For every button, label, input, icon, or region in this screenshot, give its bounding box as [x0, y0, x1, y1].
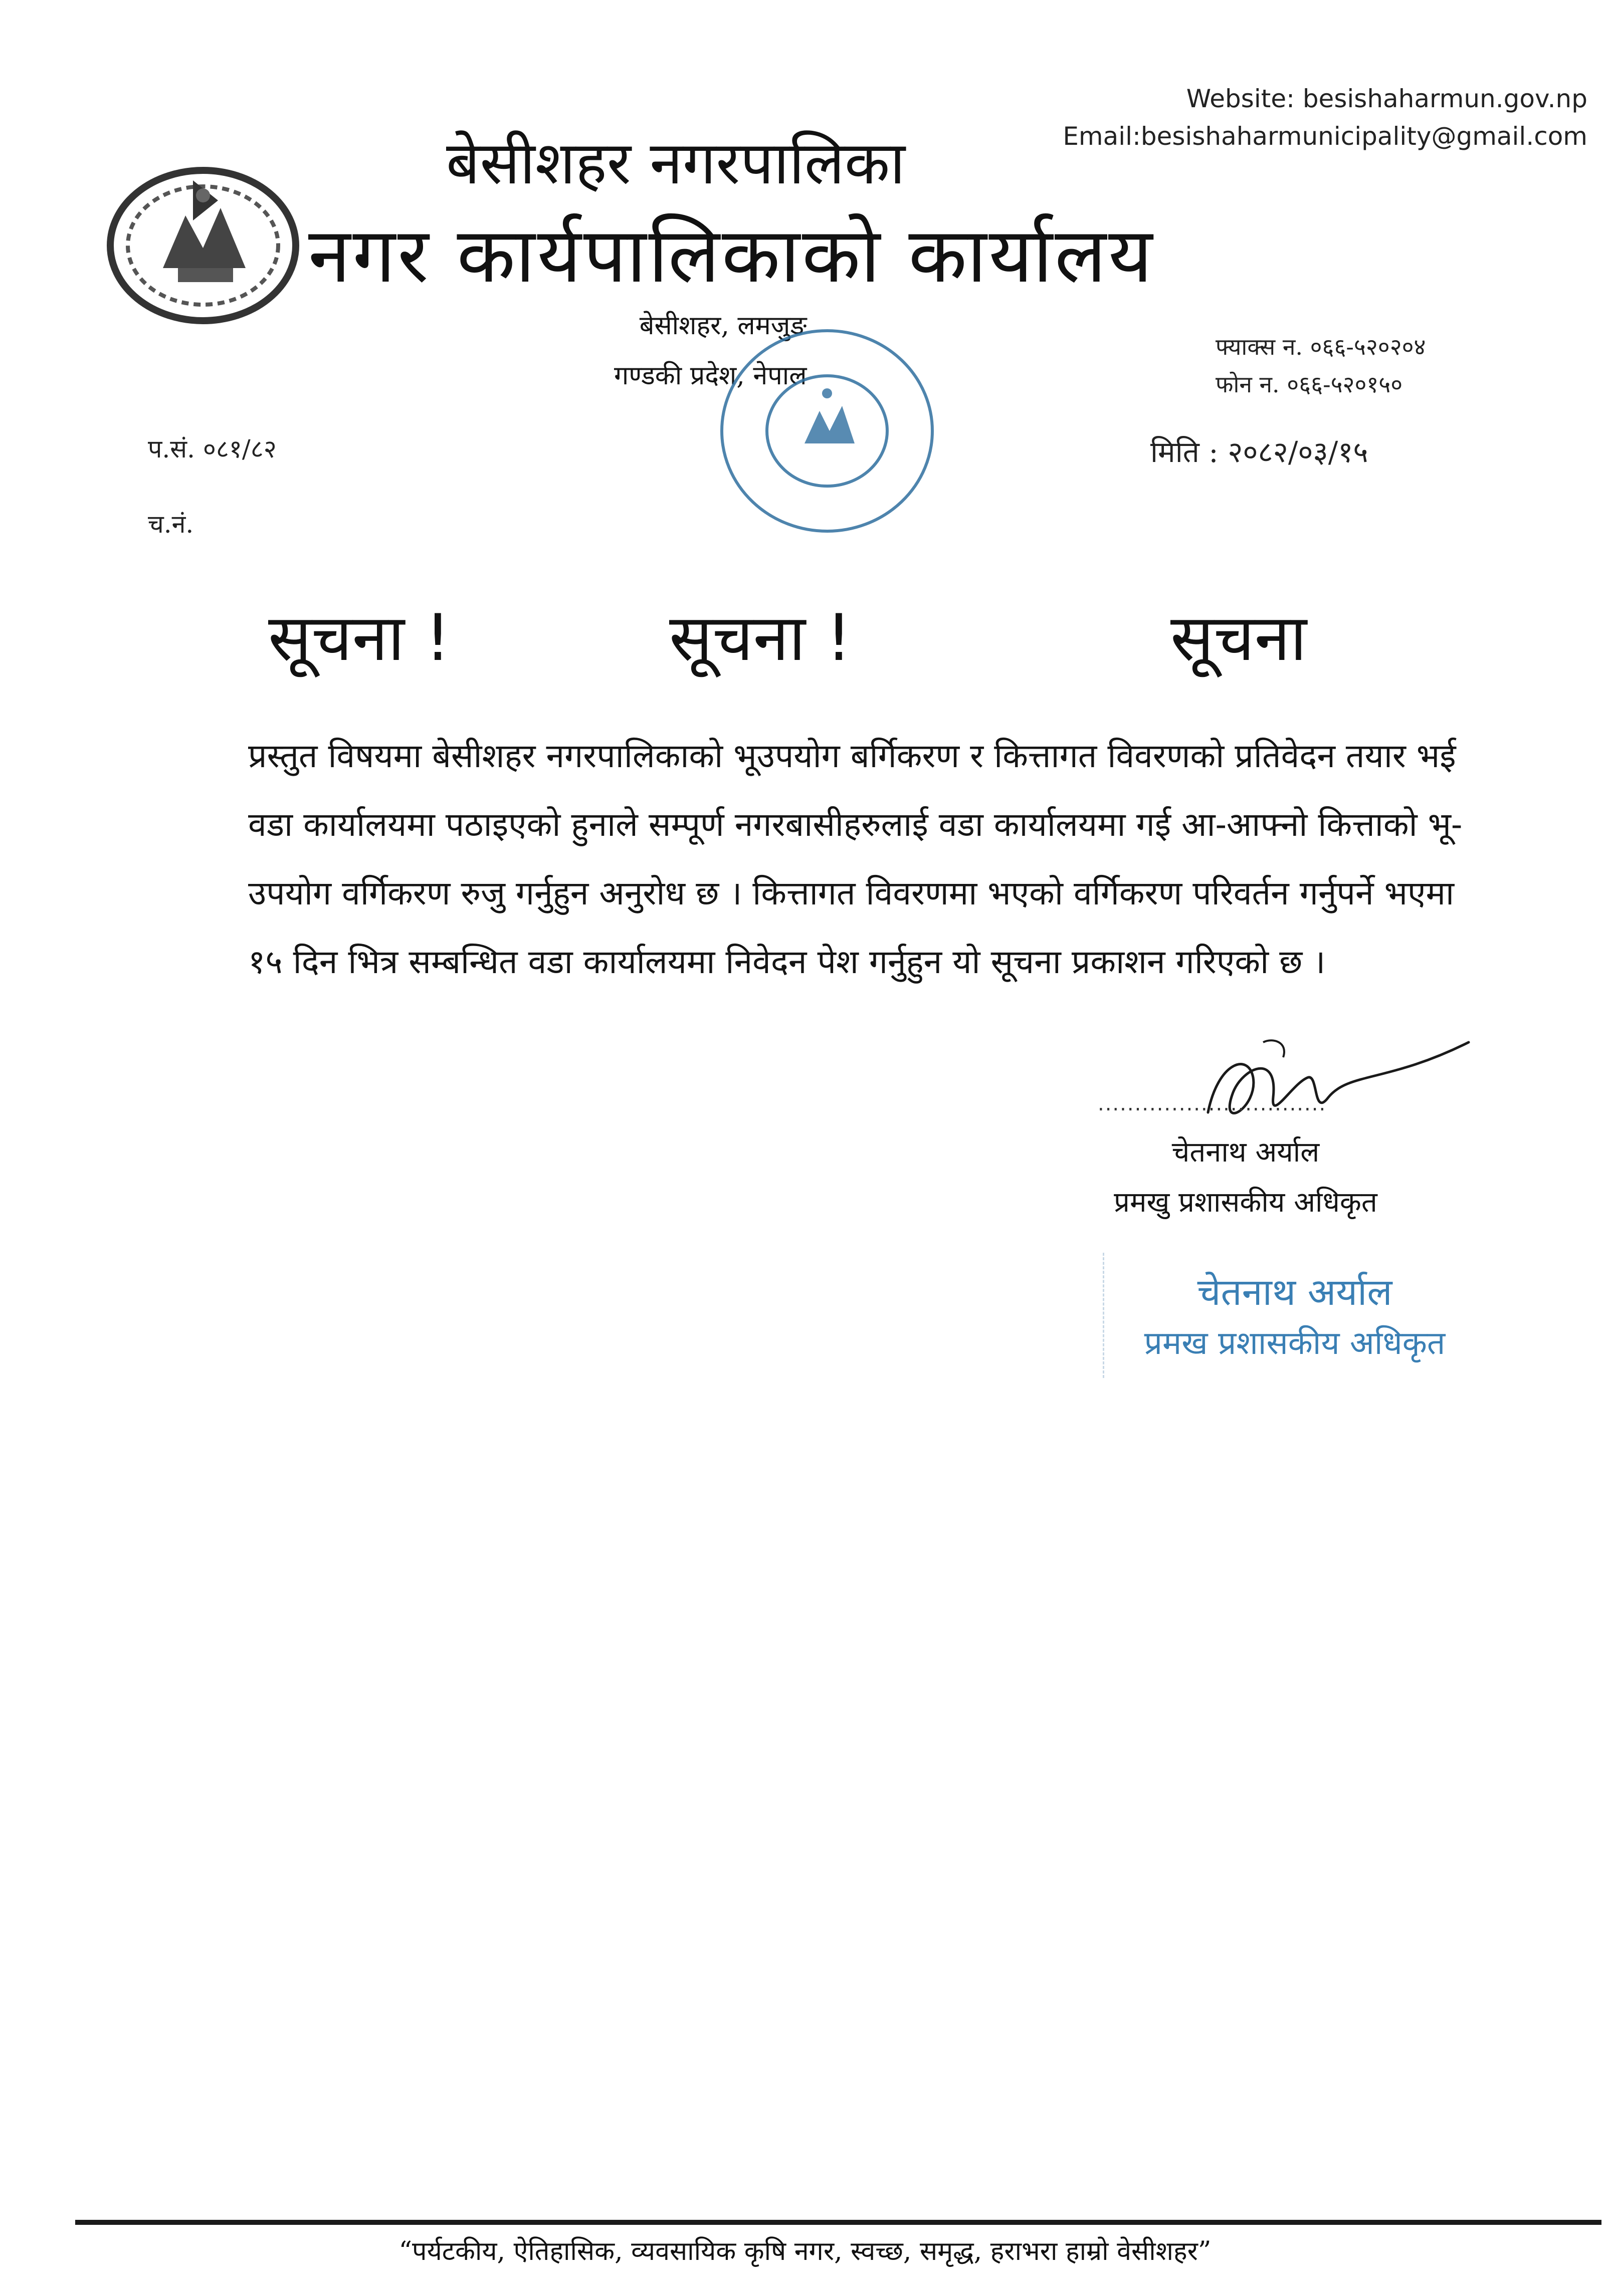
- notice-heading-3: सूचना: [1170, 601, 1307, 675]
- name-stamp: [1103, 1253, 1485, 1378]
- nepal-emblem-icon: [103, 160, 303, 328]
- address-line-1: बेसीशहर, लमजुङ: [639, 311, 807, 341]
- contact-web-block: [1063, 80, 1587, 155]
- letter-date: मिति : २०८२/०३/१५: [1150, 435, 1368, 469]
- office-seal-icon: [692, 311, 952, 548]
- stamp-title: प्रमख प्रशासकीय अधिकृत: [1144, 1325, 1446, 1362]
- notice-paragraph: प्रस्तुत विषयमा बेसीशहर नगरपालिकाको भूउपयोग बर्गिकरण र कित्तागत विवरणको प्रतिवेदन तयार भई वडा कार्यालयमा पठाइएको हुनाले सम्पूर्ण नगरबासीहरुलाई वडा कार्यालयमा गई आ-आफ्नो कित्ताको भू-उपयोग वर्गिकरण रुजु गर्नुहुन अनुरोध छ । कित्तागत विवरणमा भएको वर्गिकरण परिवर्तन गर्नुपर्ने भएमा १५ दिन भित्र सम्बन्धित वडा कार्यालयमा निवेदन पेश गर्नुहुन यो सूचना प्रकाशन गरिएको छ ।: [248, 737, 1463, 981]
- signatory-block: [1105, 1127, 1386, 1228]
- municipality-name: बेसीशहर नगरपालिका: [446, 128, 905, 197]
- fax-number: फ्याक्स न. ०६६-५२०२०४: [1216, 333, 1426, 360]
- stamp-name: चेतनाथ अर्याल: [1197, 1271, 1392, 1314]
- footer-divider: [75, 2220, 1601, 2225]
- notice-heading-1: सूचना !: [268, 601, 451, 675]
- notice-body: [248, 722, 1466, 996]
- phone-number: फोन न. ०६६-५२०१५०: [1216, 371, 1403, 398]
- address-line-2: गण्डकी प्रदेश, नेपाल: [614, 361, 807, 391]
- reference-number: प.सं. ०८१/८२: [148, 434, 277, 464]
- signatory-name: चेतनाथ अर्याल: [1171, 1136, 1320, 1169]
- email-link[interactable]: Email:besishaharmunicipality@gmail.com: [1063, 122, 1587, 151]
- signatory-title: प्रमखु प्रशासकीय अधिकृत: [1114, 1186, 1377, 1219]
- office-title: नगर कार्यपालिकाको कार्यालय: [308, 211, 1155, 300]
- dispatch-number: च.नं.: [148, 510, 194, 539]
- footer-slogan: “पर्यटकीय, ऐतिहासिक, व्यवसायिक कृषि नगर, स्वच्छ, समृद्ध, हराभरा हाम्रो वेसीशहर”: [398, 2236, 1212, 2266]
- notice-heading-2: सूचना !: [669, 601, 852, 675]
- contact-numbers: [1216, 328, 1426, 403]
- signature-line: ...............................: [1098, 1092, 1327, 1115]
- website-link[interactable]: Website: besishaharmun.gov.np: [1186, 84, 1587, 113]
